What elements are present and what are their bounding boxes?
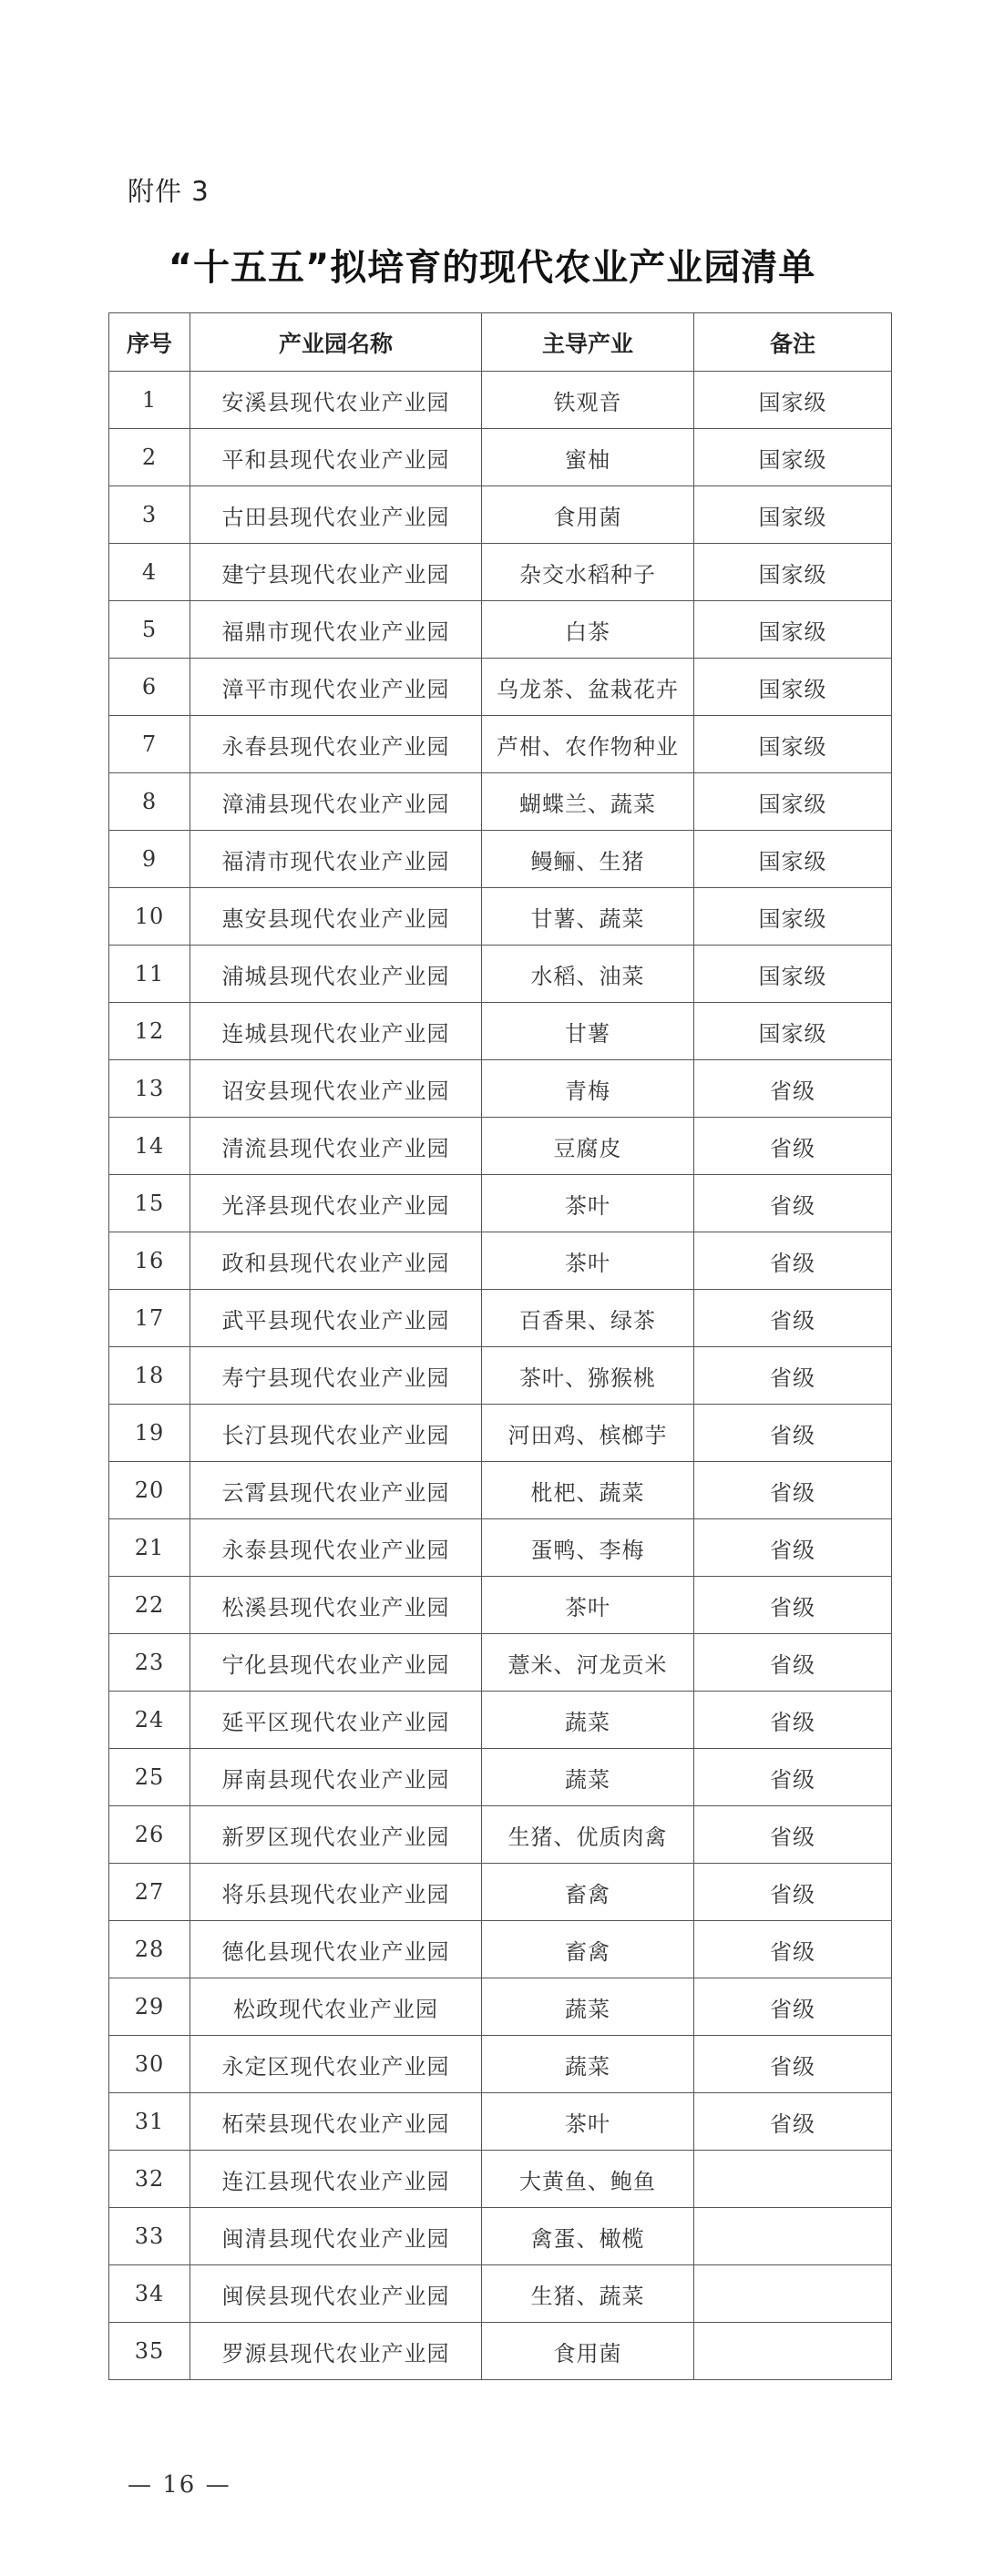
- cell-index: 7: [109, 716, 190, 773]
- cell-remarks: 国家级: [694, 946, 892, 1003]
- table-row: [109, 1118, 892, 1175]
- cell-leading-industry: 茶叶、猕猴桃: [482, 1347, 694, 1405]
- cell-remarks: 国家级: [694, 372, 892, 429]
- cell-index: 14: [109, 1118, 190, 1175]
- cell-remarks: 国家级: [694, 831, 892, 888]
- cell-leading-industry: 茶叶: [482, 2093, 694, 2151]
- cell-index: 29: [109, 1978, 190, 2036]
- table-row: [109, 1519, 892, 1577]
- cell-remarks: 省级: [694, 1978, 892, 2036]
- table-row: [109, 888, 892, 946]
- cell-park-name: 德化县现代农业产业园: [190, 1921, 482, 1978]
- document-title: “十五五”拟培育的现代农业产业园清单: [168, 247, 816, 289]
- table-row: [109, 1978, 892, 2036]
- cell-park-name: 永春县现代农业产业园: [190, 716, 482, 773]
- cell-index: 20: [109, 1462, 190, 1519]
- cell-index: 5: [109, 601, 190, 659]
- cell-index: 11: [109, 946, 190, 1003]
- cell-park-name: 松溪县现代农业产业园: [190, 1577, 482, 1634]
- cell-remarks: 省级: [694, 1749, 892, 1806]
- cell-park-name: 闽侯县现代农业产业园: [190, 2265, 482, 2323]
- cell-remarks: 省级: [694, 1462, 892, 1519]
- cell-remarks: 省级: [694, 1347, 892, 1405]
- table-row: [109, 831, 892, 888]
- table-row: [109, 1232, 892, 1290]
- cell-remarks: 国家级: [694, 1003, 892, 1060]
- cell-leading-industry: 铁观音: [482, 372, 694, 429]
- cell-index: 21: [109, 1519, 190, 1577]
- cell-leading-industry: 食用菌: [482, 486, 694, 544]
- cell-leading-industry: 生猪、优质肉禽: [482, 1806, 694, 1864]
- header-leading-industry: 主导产业: [482, 313, 694, 372]
- cell-park-name: 新罗区现代农业产业园: [190, 1806, 482, 1864]
- cell-leading-industry: 畜禽: [482, 1921, 694, 1978]
- cell-remarks: 省级: [694, 2093, 892, 2151]
- table-row: [109, 2208, 892, 2265]
- table-row: [109, 2036, 892, 2093]
- cell-park-name: 光泽县现代农业产业园: [190, 1175, 482, 1232]
- cell-leading-industry: 生猪、蔬菜: [482, 2265, 694, 2323]
- table-row: [109, 1462, 892, 1519]
- cell-remarks: 省级: [694, 1118, 892, 1175]
- cell-index: 4: [109, 544, 190, 601]
- cell-remarks: 省级: [694, 1634, 892, 1692]
- cell-leading-industry: 蔬菜: [482, 1749, 694, 1806]
- table-row: [109, 2323, 892, 2380]
- table-row: [109, 1806, 892, 1864]
- cell-index: 31: [109, 2093, 190, 2151]
- cell-park-name: 宁化县现代农业产业园: [190, 1634, 482, 1692]
- cell-leading-industry: 蛋鸭、李梅: [482, 1519, 694, 1577]
- cell-remarks: 省级: [694, 1232, 892, 1290]
- header-park-name: 产业园名称: [190, 313, 482, 372]
- cell-index: 28: [109, 1921, 190, 1978]
- cell-park-name: 安溪县现代农业产业园: [190, 372, 482, 429]
- cell-index: 30: [109, 2036, 190, 2093]
- cell-index: 13: [109, 1060, 190, 1118]
- cell-remarks: 省级: [694, 1806, 892, 1864]
- cell-remarks: [694, 2151, 892, 2208]
- cell-park-name: 闽清县现代农业产业园: [190, 2208, 482, 2265]
- table-header-row: [109, 313, 892, 372]
- cell-leading-industry: 甘薯、蔬菜: [482, 888, 694, 946]
- cell-remarks: 国家级: [694, 544, 892, 601]
- cell-index: 27: [109, 1864, 190, 1921]
- cell-remarks: 国家级: [694, 486, 892, 544]
- cell-park-name: 诏安县现代农业产业园: [190, 1060, 482, 1118]
- cell-leading-industry: 蔬菜: [482, 1978, 694, 2036]
- cell-remarks: 国家级: [694, 716, 892, 773]
- table-row: [109, 1749, 892, 1806]
- cell-remarks: [694, 2265, 892, 2323]
- cell-park-name: 云霄县现代农业产业园: [190, 1462, 482, 1519]
- cell-remarks: 省级: [694, 1405, 892, 1462]
- cell-leading-industry: 甘薯: [482, 1003, 694, 1060]
- cell-leading-industry: 茶叶: [482, 1577, 694, 1634]
- cell-leading-industry: 白茶: [482, 601, 694, 659]
- cell-park-name: 寿宁县现代农业产业园: [190, 1347, 482, 1405]
- cell-leading-industry: 豆腐皮: [482, 1118, 694, 1175]
- header-remarks: 备注: [694, 313, 892, 372]
- cell-index: 16: [109, 1232, 190, 1290]
- cell-index: 26: [109, 1806, 190, 1864]
- cell-park-name: 罗源县现代农业产业园: [190, 2323, 482, 2380]
- cell-index: 12: [109, 1003, 190, 1060]
- cell-index: 8: [109, 773, 190, 831]
- cell-park-name: 平和县现代农业产业园: [190, 429, 482, 486]
- cell-park-name: 长汀县现代农业产业园: [190, 1405, 482, 1462]
- cell-leading-industry: 乌龙茶、盆栽花卉: [482, 659, 694, 716]
- cell-index: 32: [109, 2151, 190, 2208]
- table-row: [109, 1290, 892, 1347]
- table-row: [109, 1692, 892, 1749]
- cell-park-name: 屏南县现代农业产业园: [190, 1749, 482, 1806]
- cell-park-name: 永泰县现代农业产业园: [190, 1519, 482, 1577]
- cell-index: 17: [109, 1290, 190, 1347]
- table-row: [109, 773, 892, 831]
- cell-leading-industry: 河田鸡、槟榔芋: [482, 1405, 694, 1462]
- cell-index: 33: [109, 2208, 190, 2265]
- cell-leading-industry: 食用菌: [482, 2323, 694, 2380]
- cell-index: 3: [109, 486, 190, 544]
- table-row: [109, 1060, 892, 1118]
- cell-index: 25: [109, 1749, 190, 1806]
- header-index: 序号: [109, 313, 190, 372]
- cell-remarks: 国家级: [694, 773, 892, 831]
- cell-remarks: 国家级: [694, 601, 892, 659]
- table-row: [109, 486, 892, 544]
- cell-index: 35: [109, 2323, 190, 2380]
- cell-leading-industry: 大黄鱼、鲍鱼: [482, 2151, 694, 2208]
- cell-index: 9: [109, 831, 190, 888]
- cell-leading-industry: 杂交水稻种子: [482, 544, 694, 601]
- cell-leading-industry: 茶叶: [482, 1175, 694, 1232]
- cell-remarks: 国家级: [694, 429, 892, 486]
- table-row: [109, 1347, 892, 1405]
- cell-park-name: 延平区现代农业产业园: [190, 1692, 482, 1749]
- cell-park-name: 连江县现代农业产业园: [190, 2151, 482, 2208]
- cell-remarks: 省级: [694, 1577, 892, 1634]
- table-row: [109, 2093, 892, 2151]
- cell-park-name: 古田县现代农业产业园: [190, 486, 482, 544]
- cell-park-name: 政和县现代农业产业园: [190, 1232, 482, 1290]
- cell-leading-industry: 枇杷、蔬菜: [482, 1462, 694, 1519]
- table-row: [109, 1634, 892, 1692]
- cell-park-name: 柘荣县现代农业产业园: [190, 2093, 482, 2151]
- cell-index: 15: [109, 1175, 190, 1232]
- cell-index: 34: [109, 2265, 190, 2323]
- table-row: [109, 2151, 892, 2208]
- cell-park-name: 建宁县现代农业产业园: [190, 544, 482, 601]
- cell-remarks: 省级: [694, 2036, 892, 2093]
- cell-remarks: [694, 2208, 892, 2265]
- cell-leading-industry: 蔬菜: [482, 1692, 694, 1749]
- cell-park-name: 清流县现代农业产业园: [190, 1118, 482, 1175]
- cell-remarks: 国家级: [694, 659, 892, 716]
- cell-park-name: 连城县现代农业产业园: [190, 1003, 482, 1060]
- cell-park-name: 惠安县现代农业产业园: [190, 888, 482, 946]
- cell-index: 2: [109, 429, 190, 486]
- cell-leading-industry: 畜禽: [482, 1864, 694, 1921]
- table-row: [109, 946, 892, 1003]
- cell-leading-industry: 青梅: [482, 1060, 694, 1118]
- cell-leading-industry: 百香果、绿茶: [482, 1290, 694, 1347]
- cell-leading-industry: 茶叶: [482, 1232, 694, 1290]
- cell-remarks: 省级: [694, 1921, 892, 1978]
- cell-remarks: 省级: [694, 1060, 892, 1118]
- cell-leading-industry: 蔬菜: [482, 2036, 694, 2093]
- table-row: [109, 1003, 892, 1060]
- table-row: [109, 601, 892, 659]
- cell-index: 1: [109, 372, 190, 429]
- cell-index: 24: [109, 1692, 190, 1749]
- cell-park-name: 永定区现代农业产业园: [190, 2036, 482, 2093]
- table-row: [109, 544, 892, 601]
- cell-leading-industry: 蝴蝶兰、蔬菜: [482, 773, 694, 831]
- page-number: — 16 —: [128, 2471, 231, 2499]
- table-row: [109, 1921, 892, 1978]
- cell-index: 10: [109, 888, 190, 946]
- table-row: [109, 659, 892, 716]
- cell-index: 23: [109, 1634, 190, 1692]
- cell-leading-industry: 鳗鲡、生猪: [482, 831, 694, 888]
- cell-remarks: 省级: [694, 1692, 892, 1749]
- table-row: [109, 1864, 892, 1921]
- cell-remarks: 省级: [694, 1290, 892, 1347]
- cell-park-name: 福清市现代农业产业园: [190, 831, 482, 888]
- cell-index: 6: [109, 659, 190, 716]
- table-row: [109, 1405, 892, 1462]
- cell-leading-industry: 水稻、油菜: [482, 946, 694, 1003]
- cell-park-name: 漳平市现代农业产业园: [190, 659, 482, 716]
- cell-leading-industry: 芦柑、农作物种业: [482, 716, 694, 773]
- table-row: [109, 1175, 892, 1232]
- cell-park-name: 福鼎市现代农业产业园: [190, 601, 482, 659]
- table-body: [109, 372, 892, 2380]
- cell-remarks: 省级: [694, 1864, 892, 1921]
- industrial-park-table: [108, 312, 892, 2380]
- cell-remarks: 省级: [694, 1175, 892, 1232]
- cell-remarks: 省级: [694, 1519, 892, 1577]
- cell-index: 19: [109, 1405, 190, 1462]
- attachment-label: 附件 3: [128, 176, 210, 207]
- cell-park-name: 松政现代农业产业园: [190, 1978, 482, 2036]
- cell-park-name: 浦城县现代农业产业园: [190, 946, 482, 1003]
- table-row: [109, 372, 892, 429]
- cell-park-name: 漳浦县现代农业产业园: [190, 773, 482, 831]
- table-row: [109, 1577, 892, 1634]
- cell-remarks: 国家级: [694, 888, 892, 946]
- cell-leading-industry: 禽蛋、橄榄: [482, 2208, 694, 2265]
- table-row: [109, 716, 892, 773]
- cell-remarks: [694, 2323, 892, 2380]
- table-row: [109, 2265, 892, 2323]
- table-row: [109, 429, 892, 486]
- cell-index: 18: [109, 1347, 190, 1405]
- cell-index: 22: [109, 1577, 190, 1634]
- cell-leading-industry: 蜜柚: [482, 429, 694, 486]
- cell-leading-industry: 薏米、河龙贡米: [482, 1634, 694, 1692]
- cell-park-name: 武平县现代农业产业园: [190, 1290, 482, 1347]
- cell-park-name: 将乐县现代农业产业园: [190, 1864, 482, 1921]
